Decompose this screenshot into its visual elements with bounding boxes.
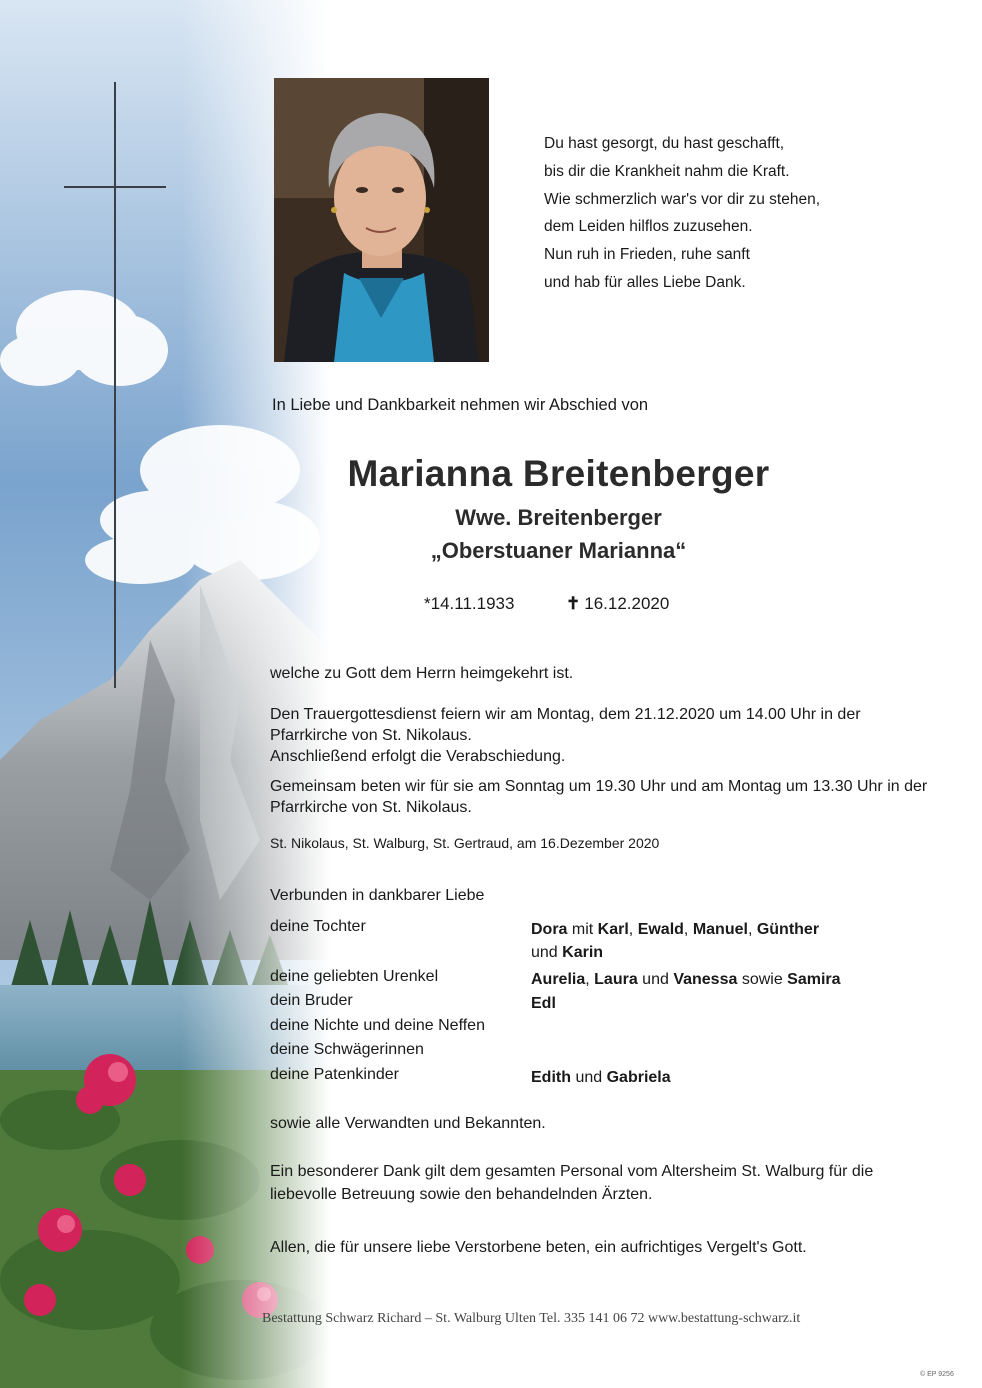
death-date-value: 16.12.2020 (584, 594, 670, 613)
poem-line: Du hast gesorgt, du hast geschafft, (544, 135, 785, 152)
relative-connector: mit (567, 921, 598, 938)
relative-name: Aurelia (531, 971, 586, 988)
cross-icon: ✝ (566, 594, 581, 613)
relative-label: deine Nichte und deine Neffen (270, 1017, 485, 1034)
relative-name: Samira (787, 971, 841, 988)
text-vergelts-gott: Allen, die für unsere liebe Verstorbene beten, ein aufrichtiges Vergelt's Gott. (270, 1239, 807, 1256)
relative-connector: und (571, 1069, 607, 1086)
poem-line: dem Leiden hilflos zuzusehen. (544, 218, 753, 236)
relative-label: dein Bruder (270, 992, 353, 1009)
relative-name: Günther (756, 921, 820, 938)
text-bereaved-intro: Verbunden in dankbarer Liebe (270, 887, 485, 904)
deceased-name: Marianna Breitenberger (347, 453, 770, 494)
poem (544, 130, 944, 297)
relative-name: Edl (531, 995, 556, 1012)
poem-line: Wie schmerzlich war's vor dir zu stehen, (544, 190, 821, 208)
relative-name: Laura (594, 971, 638, 988)
relative-name: Dora (531, 921, 568, 938)
poem-line: Nun ruh in Frieden, ruhe sanft (544, 246, 750, 264)
death-date (566, 594, 669, 614)
relative-name: Vanessa (673, 971, 738, 988)
text-thanks: Ein besonderer Dank gilt dem gesamten Personal vom Altersheim St. Walburg für die liebevolle Betreuung sowie den behandelnden Ärzten. (270, 1163, 874, 1203)
relative-connector: , (747, 921, 757, 938)
poem-line: bis dir die Krankheit nahm die Kraft. (544, 162, 790, 180)
text-place-date: St. Nikolaus, St. Walburg, St. Gertraud, am 16.Dezember 2020 (270, 835, 660, 851)
relative-connector: und (637, 971, 674, 988)
brother-name (531, 992, 931, 1015)
relative-connector: sowie (737, 971, 788, 988)
relative-name: Manuel (692, 921, 748, 938)
cross-vertical-line (114, 82, 116, 688)
document-code: © EP 9256 (920, 1371, 954, 1378)
relative-name: Edith (531, 1069, 571, 1086)
relative-label: deine Patenkinder (270, 1066, 399, 1083)
intro-text: In Liebe und Dankbarkeit nehmen wir Abschied von (272, 396, 649, 414)
relative-name: Karl (597, 921, 629, 938)
nickname: „Oberstuaner Marianna“ (430, 538, 687, 563)
relative-connector: , (683, 921, 693, 938)
relative-label: deine Tochter (270, 918, 366, 935)
married-name: Wwe. Breitenberger (455, 505, 662, 530)
text-relatives-acquaintances: sowie alle Verwandten und Bekannten. (270, 1115, 546, 1132)
portrait-photo (274, 78, 489, 362)
relative-connector: und (531, 944, 563, 961)
great-grandchildren-names (531, 968, 931, 991)
relative-connector: , (585, 971, 595, 988)
text-homecoming: welche zu Gott dem Herrn heimgekehrt ist. (270, 665, 574, 682)
relative-connector: , (628, 921, 638, 938)
birth-date: *14.11.1933 (424, 594, 515, 613)
funeral-home-footer: Bestattung Schwarz Richard – St. Walburg Ulten Tel. 335 141 06 72 www.bestattung-schwarz.it (262, 1311, 801, 1326)
relative-name: Gabriela (606, 1069, 671, 1086)
poem-line: und hab für alles Liebe Dank. (544, 273, 746, 291)
text-prayer: Gemeinsam beten wir für sie am Sonntag um 19.30 Uhr und am Montag um 13.30 Uhr in der Pfarrkirche von St. Nikolaus. (270, 778, 928, 816)
cross-horizontal-line (64, 186, 166, 188)
text-funeral-service: Den Trauergottesdienst feiern wir am Montag, dem 21.12.2020 um 14.00 Uhr in der Pfarrkirche von St. Nikolaus. Anschließend erfolgt die Verabschiedung. (270, 706, 861, 765)
relative-name: Karin (562, 944, 604, 961)
daughter-names (531, 918, 931, 964)
relative-name: Ewald (637, 921, 684, 938)
relative-label: deine geliebten Urenkel (270, 968, 439, 985)
godchildren-names (531, 1066, 931, 1089)
relative-label: deine Schwägerinnen (270, 1041, 424, 1058)
